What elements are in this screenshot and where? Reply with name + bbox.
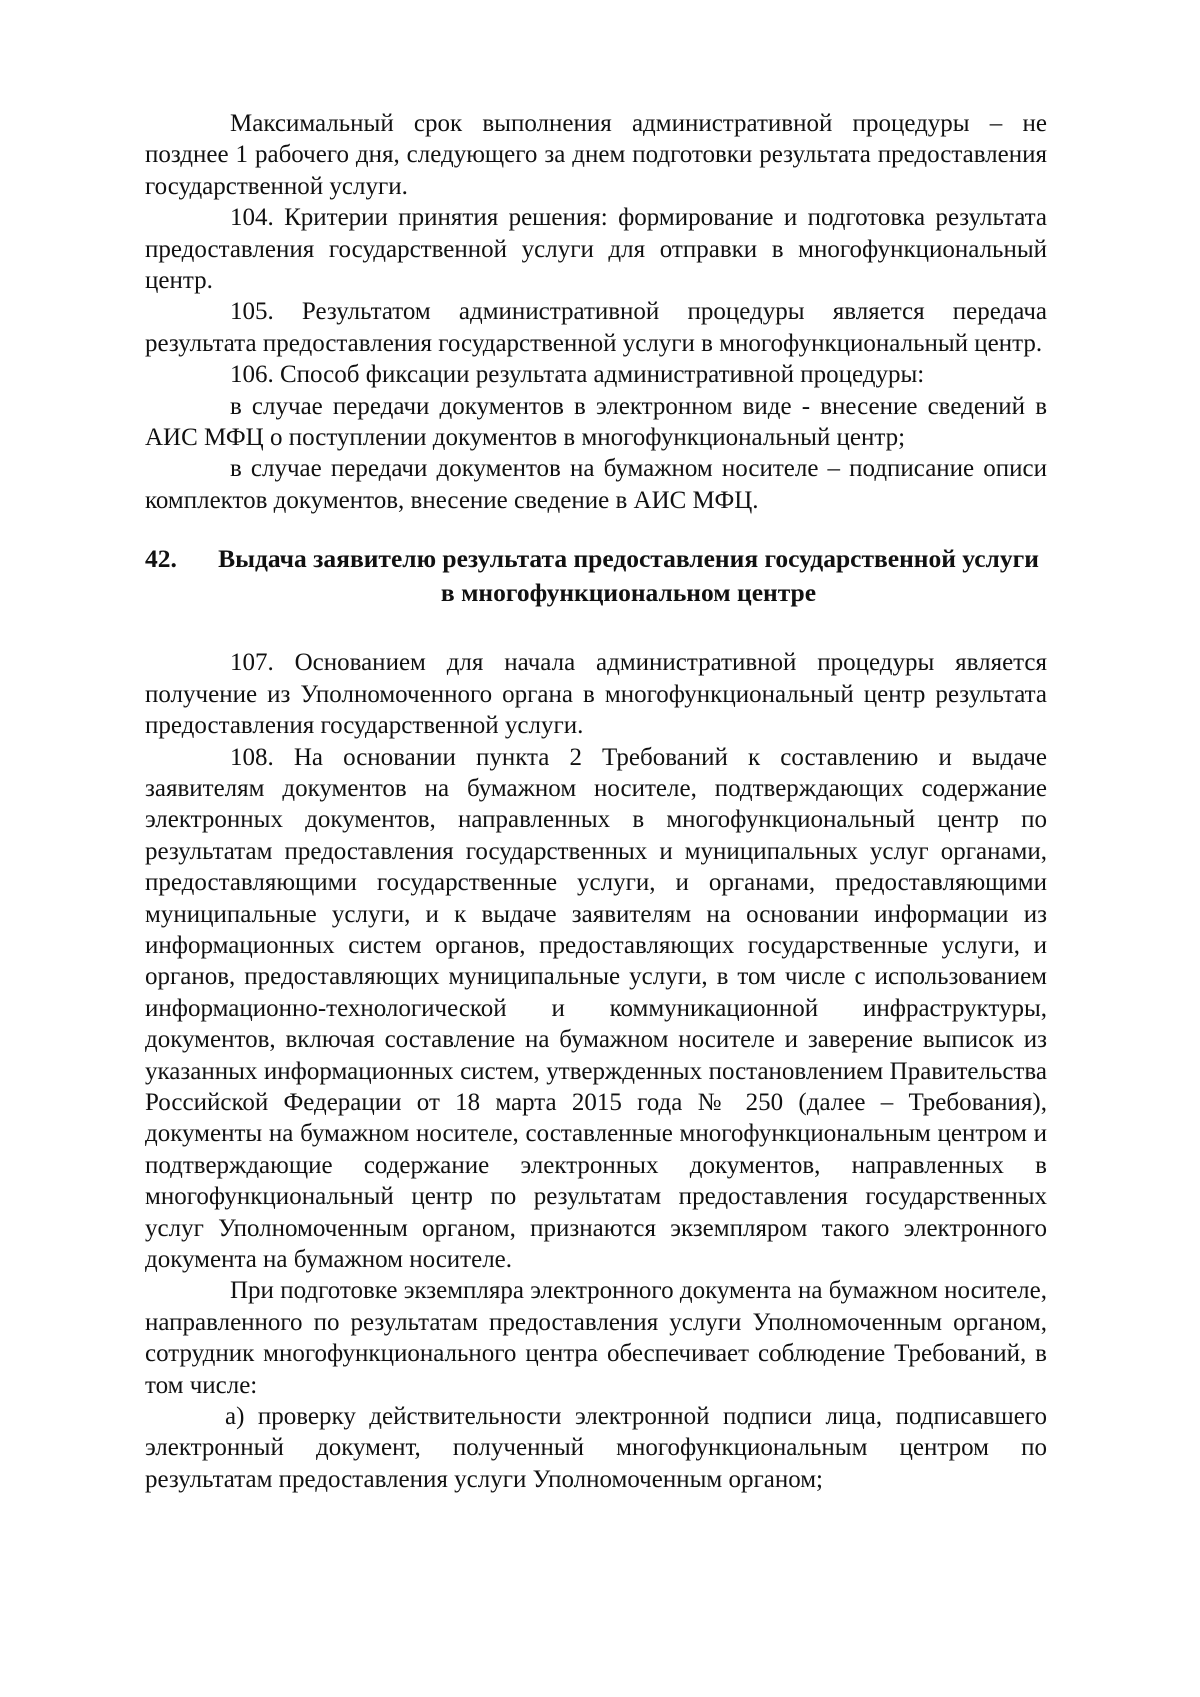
section-title-line-1: Выдача заявителю результата предоставления государственной услуги xyxy=(218,544,1039,574)
paragraph-106-paper: в случае передачи документов на бумажном носителе – подписание описи комплектов документов, внесение сведение в АИС МФЦ. xyxy=(145,455,1047,514)
paragraph-preparation: При подготовке экземпляра электронного документа на бумажном носителе, направленного по результатам предоставления услуги Уполномоченным органом, сотрудник многофункционального центра обеспечивает соблюдение Требований, в том числе: xyxy=(145,1277,1047,1399)
section-title xyxy=(210,542,1047,610)
paragraph-107: 107. Основанием для начала административной процедуры является получение из Уполномоченного органа в многофункциональный центр результата предоставления государственной услуги. xyxy=(145,649,1047,740)
paragraph-106: 106. Способ фиксации результата административной процедуры: xyxy=(230,361,925,389)
paragraph-105: 105. Результатом административной процедуры является передача результата предоставления государственной услуги в многофункциональный центр. xyxy=(145,298,1047,357)
section-title-line-2: в многофункциональном центре xyxy=(440,578,817,608)
paragraph-108: 108. На основании пункта 2 Требований к составлению и выдаче заявителям документов на бумажном носителе, подтверждающих содержание электронных документов, направленных в многофункциональный центр по результатам предоставления государственных и муниципальных услуг органами, предоставляющими государственные услуги, и органами, предоставляющими муниципальные услуги, и к выдаче заявителям на основании информации из информационных систем органов, предоставляющих государственные услуги, и органов, предоставляющих муниципальные услуги, в том числе с использованием информационно-технологической и коммуникационной инфраструктуры, документов, включая составление на бумажном носителе и заверение выписок из указанных информационных систем, утвержденных постановлением Правительства Российской Федерации от 18 марта 2015 года № 250 (далее – Требования), документы на бумажном носителе, составленные многофункциональным центром и подтверждающие содержание электронных документов, направленных в многофункциональный центр по результатам предоставления государственных услуг Уполномоченным органом, признаются экземпляром такого электронного документа на бумажном носителе. xyxy=(145,743,1047,1273)
paragraph-max-term: Максимальный срок выполнения административной процедуры – не позднее 1 рабочего дня, следующего за днем подготовки результата предоставления государственной услуги. xyxy=(145,110,1047,200)
section-number: 42. xyxy=(145,544,177,574)
paragraph-104: 104. Критерии принятия решения: формирование и подготовка результата предоставления государственной услуги для отправки в многофункциональный центр. xyxy=(145,204,1047,295)
paragraph-106-electronic: в случае передачи документов в электронном виде - внесение сведений в АИС МФЦ о поступлении документов в многофункциональный центр; xyxy=(145,392,1047,452)
section-heading xyxy=(145,542,1047,610)
document-page xyxy=(145,108,1047,1495)
list-item-a: а) проверку действительности электронной подписи лица, подписавшего электронный документ, полученный многофункциональным центром по результатам предоставления услуги Уполномоченным органом; xyxy=(145,1403,1047,1493)
